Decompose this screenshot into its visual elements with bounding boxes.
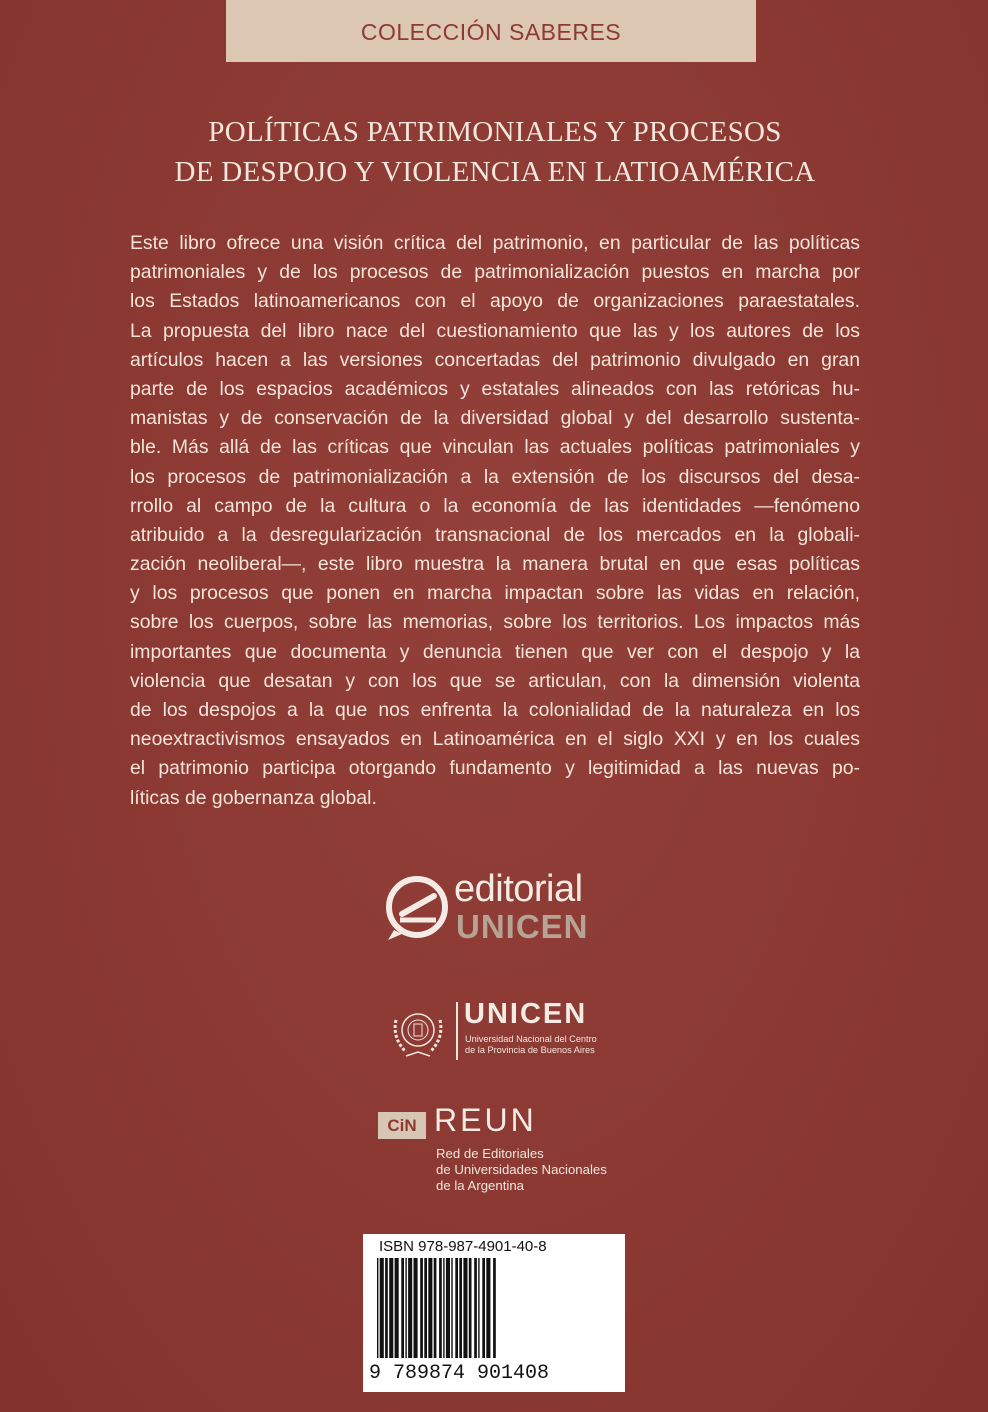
barcode-bar: [405, 1258, 406, 1358]
barcode-bar: [478, 1258, 479, 1358]
blurb-line: líticas de gobernanza global.: [130, 786, 377, 809]
book-title: [100, 112, 890, 192]
blurb-line: zación neoliberal—, este libro muestra la manera brutal en que esas políticas: [130, 553, 860, 576]
barcode-bars: [371, 1258, 617, 1364]
reun-logo: [378, 1102, 638, 1198]
blurb-line: ble. Más allá de las críticas que vinculan las actuales políticas patrimoniales y: [130, 436, 860, 459]
barcode-bar: [434, 1258, 437, 1358]
reun-description-line: de la Argentina: [436, 1178, 524, 1193]
series-band: [226, 0, 756, 62]
barcode-bar: [395, 1258, 399, 1358]
barcode-bar: [420, 1258, 423, 1358]
barcode-bar: [385, 1258, 388, 1358]
barcode-bar: [459, 1258, 462, 1358]
blurb-line: Este libro ofrece una visión crítica del patrimonio, en particular de las políticas: [130, 232, 860, 254]
blurb-line: y los procesos que ponen en marcha impactan sobre las vidas en relación,: [130, 582, 860, 605]
blurb-line: manistas y de conservación de la diversidad global y del desarrollo sustenta-: [130, 407, 860, 430]
barcode-bar: [446, 1258, 450, 1358]
barcode-bar: [451, 1258, 452, 1358]
blurb-line: los procesos de patrimonialización a la extensión de los discursos del desa-: [130, 465, 860, 488]
series-label: COLECCIÓN SABERES: [360, 18, 622, 45]
unicen-wordmark: UNICEN: [464, 998, 588, 1030]
editorial-unicen-logo: [384, 868, 604, 946]
reun-description-line: Red de Editoriales: [436, 1146, 544, 1161]
barcode-bar: [389, 1258, 393, 1358]
blurb-line: importantes que documenta y denuncia tienen que ver con el despojo y la: [130, 640, 860, 663]
blurb-line: neoextractivismos ensayados en Latinoamérica en el siglo XXI y en los cuales: [130, 728, 860, 751]
barcode-bar: [408, 1258, 412, 1358]
isbn-barcode: [363, 1234, 625, 1392]
blurb-line: de los despojos a la que nos enfrenta la colonialidad de la naturaleza en los: [130, 699, 860, 721]
blurb-line: sobre los cuerpos, sobre las memorias, sobre los territorios. Los impactos más: [130, 611, 860, 634]
barcode-bar: [474, 1258, 477, 1358]
blurb-line: atribuido a la desregularización transnacional de los mercados en la globali-: [130, 523, 860, 546]
unicen-subtitle-line: Universidad Nacional del Centro: [465, 1034, 597, 1044]
barcode-bar: [486, 1258, 490, 1358]
barcode-bar: [401, 1258, 404, 1358]
unicen-logo: [386, 1000, 606, 1064]
blurb-line: patrimoniales y de los procesos de patrimonialización puestos en marcha por: [130, 261, 860, 284]
barcode-bar: [428, 1258, 432, 1358]
blurb: [130, 229, 860, 813]
reun-wordmark: REUN: [434, 1102, 537, 1138]
cin-badge: CiN: [378, 1112, 426, 1139]
blurb-line: artículos hacen a las versiones concertadas del patrimonio divulgado en gran: [130, 348, 860, 371]
barcode-bar: [424, 1258, 427, 1358]
editorial-wordmark: editorial: [454, 868, 583, 910]
university-seal-icon: [386, 1000, 450, 1064]
blurb-line: violencia que desatan y con los que se articulan, con la dimensión violenta: [130, 669, 860, 692]
title-line: DE DESPOJO Y VIOLENCIA EN LATIOAMÉRICA: [174, 156, 816, 188]
editorial-unicen-wordmark: UNICEN: [456, 908, 589, 945]
blurb-line: parte de los espacios académicos y estatales alineados con las retóricas hu-: [130, 377, 860, 400]
barcode-bar: [380, 1258, 384, 1358]
logo-divider: [456, 1002, 458, 1060]
barcode-bar: [443, 1258, 444, 1358]
reun-description: [436, 1146, 607, 1194]
blurb-line: La propuesta del libro nace del cuestionamiento que las y los autores de los: [130, 319, 860, 342]
barcode-bar: [482, 1258, 485, 1358]
barcode-bar: [377, 1258, 378, 1358]
blurb-line: el patrimonio participa otorgando fundamento y legitimidad a las nuevas po-: [130, 757, 860, 780]
barcode-bar: [469, 1258, 472, 1358]
editorial-logo-icon: [384, 874, 450, 942]
unicen-subtitle-line: de la Provincia de Buenos Aires: [465, 1045, 595, 1055]
reun-description-line: de Universidades Nacionales: [436, 1162, 607, 1177]
barcode-bar: [455, 1258, 458, 1358]
barcode-bar: [414, 1258, 418, 1358]
barcode-bar: [493, 1258, 496, 1358]
isbn-label: ISBN 978-987-4901-40-8: [379, 1238, 547, 1255]
barcode-digits: 9 789874 901408: [369, 1362, 550, 1385]
title-line: POLÍTICAS PATRIMONIALES Y PROCESOS: [208, 116, 782, 148]
barcode-bar: [463, 1258, 467, 1358]
barcode-bar: [439, 1258, 442, 1358]
blurb-line: los Estados latinoamericanos con el apoyo de organizaciones paraestatales.: [130, 290, 860, 313]
blurb-line: rrollo al campo de la cultura o la economía de las identidades —fenómeno: [130, 494, 860, 517]
unicen-subtitle: [465, 1034, 597, 1056]
